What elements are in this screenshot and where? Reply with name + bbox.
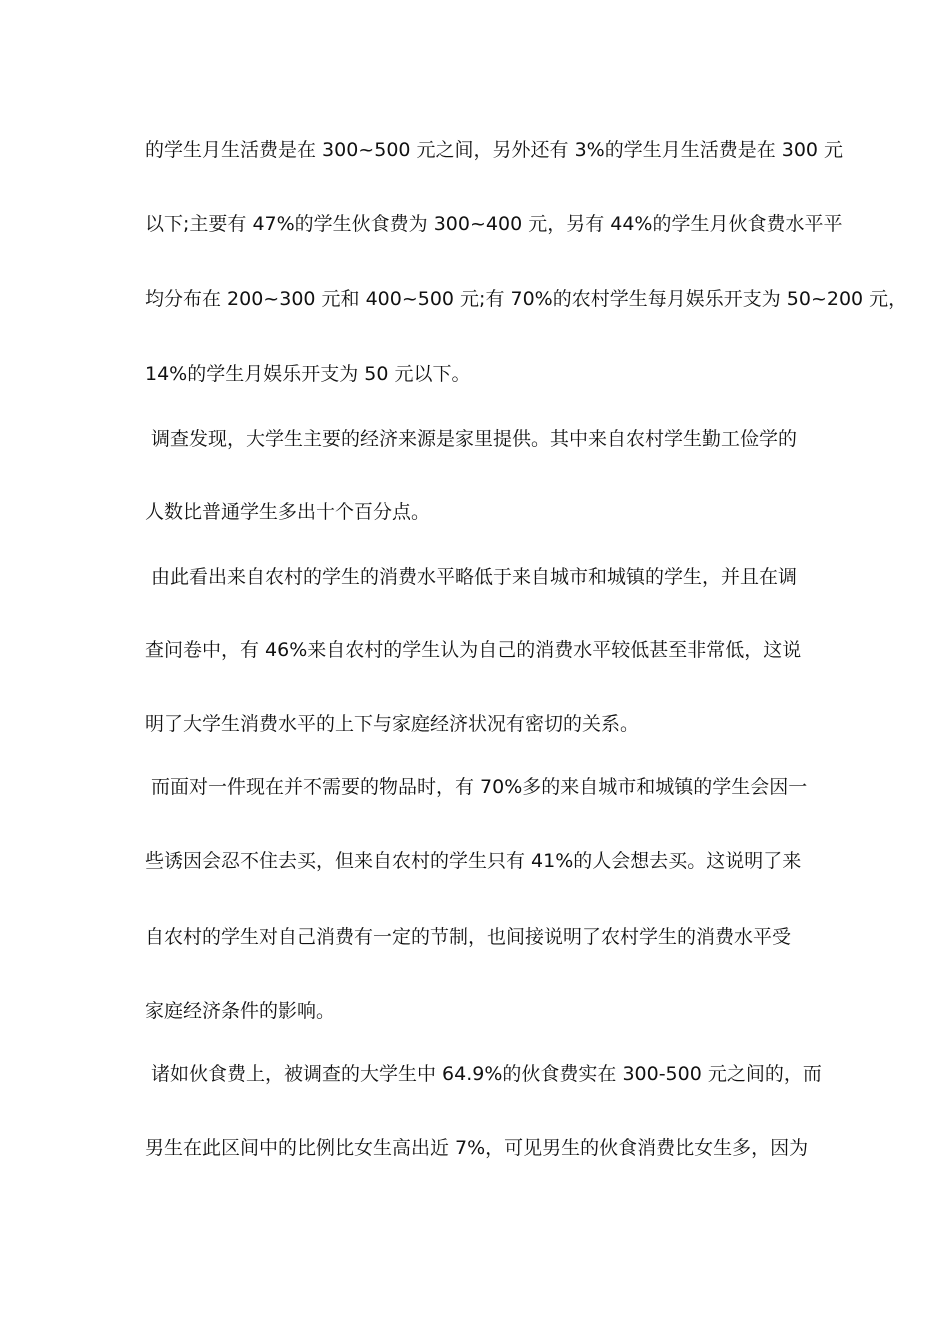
text-line-3: 均分布在 200~300 元和 400~500 元;有 70%的农村学生每月娱乐开支为 50~200 元， [145, 288, 908, 310]
text-line-7: 由此看出来自农村的学生的消费水平略低于来自城市和城镇的学生，并且在调 [151, 566, 798, 588]
text-line-12: 自农村的学生对自己消费有一定的节制，也间接说明了农村学生的消费水平受 [145, 926, 792, 948]
text-line-13: 家庭经济条件的影响。 [145, 1000, 336, 1022]
text-line-2: 以下;主要有 47%的学生伙食费为 300~400 元，另有 44%的学生月伙食费水平平 [145, 213, 843, 235]
text-line-11: 些诱因会忍不住去买，但来自农村的学生只有 41%的人会想去买。这说明了来 [145, 850, 802, 872]
text-line-9: 明了大学生消费水平的上下与家庭经济状况有密切的关系。 [145, 713, 640, 735]
text-line-6: 人数比普通学生多出十个百分点。 [145, 501, 431, 523]
text-line-5: 调查发现，大学生主要的经济来源是家里提供。其中来自农村学生勤工俭学的 [151, 428, 798, 450]
text-line-4: 14%的学生月娱乐开支为 50 元以下。 [145, 363, 471, 385]
text-line-14: 诸如伙食费上，被调查的大学生中 64.9%的伙食费实在 300-500 元之间的，而 [151, 1063, 822, 1085]
text-line-1: 的学生月生活费是在 300~500 元之间，另外还有 3%的学生月生活费是在 300 元 [145, 139, 844, 161]
text-line-8: 查问卷中，有 46%来自农村的学生认为自己的消费水平较低甚至非常低，这说 [145, 639, 802, 661]
text-line-10: 而面对一件现在并不需要的物品时，有 70%多的来自城市和城镇的学生会因一 [151, 776, 808, 798]
text-line-15: 男生在此区间中的比例比女生高出近 7%，可见男生的伙食消费比女生多，因为 [145, 1137, 809, 1159]
